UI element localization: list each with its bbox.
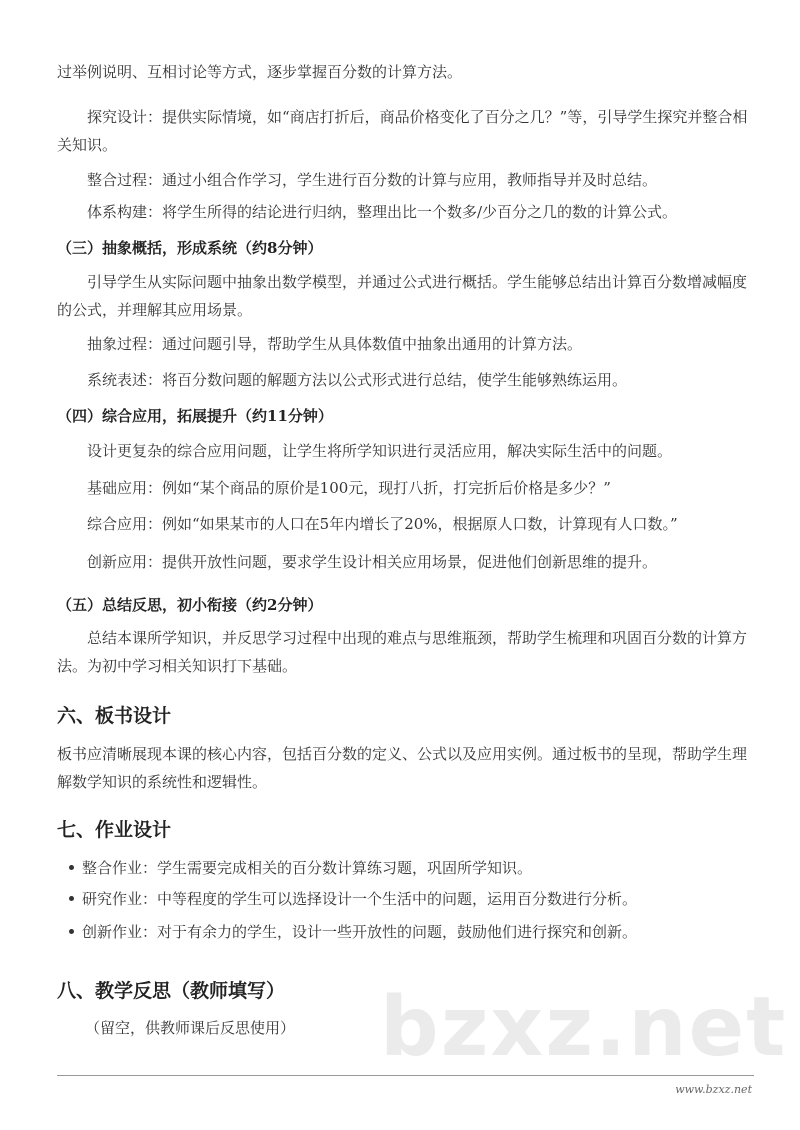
section-4-title: （四）综合应用，拓展提升（约11分钟） <box>57 407 333 425</box>
paragraph-integration-process: 整合过程：通过小组合作学习，学生进行百分数的计算与应用，教师指导并及时总结。 <box>87 171 658 189</box>
homework-item: 整合作业：学生需要完成相关的百分数计算练习题，巩固所学知识。 <box>69 856 532 880</box>
paragraph-system-build: 体系构建：将学生所得的结论进行归纳，整理出比一个数多/少百分之几的数的计算公式。 <box>87 203 678 221</box>
paragraph-inquiry-design: 探究设计：提供实际情境，如“商店打折后，商品价格变化了百分之几？”等，引导学生探究并整合相关知识。 <box>57 108 748 154</box>
section-3-expression: 系统表述：将百分数问题的解题方法以公式形式进行总结，使学生能够熟练运用。 <box>87 371 628 389</box>
homework-item: 创新作业：对于有余力的学生，设计一些开放性的问题，鼓励他们进行探究和创新。 <box>69 920 637 944</box>
bullet-icon <box>69 896 74 901</box>
paragraph-continuation: 过举例说明、互相讨论等方式，逐步掌握百分数的计算方法。 <box>57 63 463 81</box>
heading-8-note: （留空，供教师课后反思使用） <box>85 1019 296 1037</box>
watermark: bzxz.net <box>380 980 788 1075</box>
section-5-title: （五）总结反思，初小衔接（约2分钟） <box>57 596 323 614</box>
heading-6-paragraph: 板书应清晰展现本课的核心内容，包括百分数的定义、公式以及应用实例。通过板书的呈现，帮助学生理解数学知识的系统性和逻辑性。 <box>57 745 748 791</box>
section-3-title: （三）抽象概括，形成系统（约8分钟） <box>57 239 323 257</box>
footer-divider <box>57 1075 754 1076</box>
section-3-intro: 引导学生从实际问题中抽象出数学模型，并通过公式进行概括。学生能够总结出计算百分数增减幅度的公式，并理解其应用场景。 <box>57 273 748 319</box>
heading-6: 六、板书设计 <box>57 705 172 727</box>
bullet-icon <box>69 865 74 870</box>
heading-7: 七、作业设计 <box>57 819 172 841</box>
heading-8: 八、教学反思（教师填写） <box>57 980 286 1002</box>
section-3-abstraction: 抽象过程：通过问题引导，帮助学生从具体数值中抽象出通用的计算方法。 <box>87 335 583 353</box>
section-4-innovative: 创新应用：提供开放性问题，要求学生设计相关应用场景，促进他们创新思维的提升。 <box>87 553 658 571</box>
section-5-intro: 总结本课所学知识，并反思学习过程中出现的难点与思维瓶颈，帮助学生梳理和巩固百分数的计算方法。为初中学习相关知识打下基础。 <box>57 629 748 675</box>
section-4-intro: 设计更复杂的综合应用问题，让学生将所学知识进行灵活应用，解决实际生活中的问题。 <box>87 442 673 460</box>
bullet-icon <box>69 929 74 934</box>
footer-url: www.bzxz.net <box>675 1083 752 1096</box>
homework-item: 研究作业：中等程度的学生可以选择设计一个生活中的问题，运用百分数进行分析。 <box>69 887 637 911</box>
section-4-basic: 基础应用：例如“某个商品的原价是100元，现打八折，打完折后价格是多少？” <box>87 479 611 497</box>
section-4-combined: 综合应用：例如“如果某市的人口在5年内增长了20%，根据原人口数，计算现有人口数。” <box>87 515 678 533</box>
